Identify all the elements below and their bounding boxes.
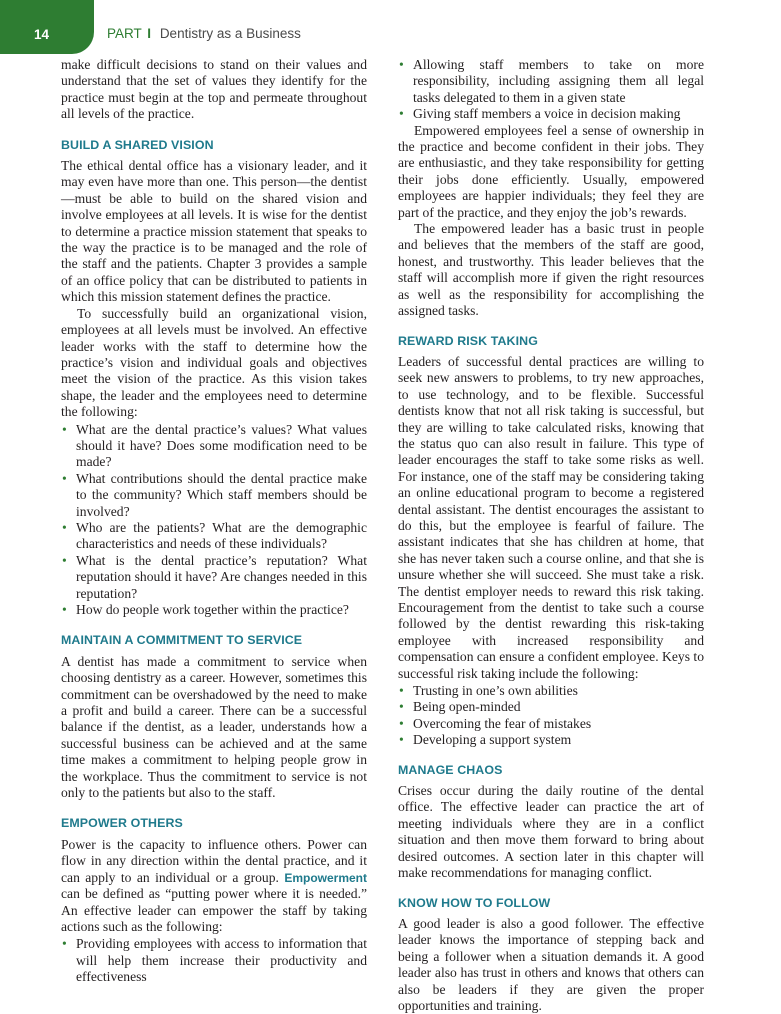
bullet-list <box>61 422 367 619</box>
list-item: • What is the dental practice’s reputation? What reputation should it have? Are changes needed in this reputation? <box>61 553 367 602</box>
paragraph <box>61 837 367 935</box>
list-item: • Providing employees with access to information that will help them increase their productivity and effectiveness <box>61 936 367 985</box>
paragraph: Crises occur during the daily routine of the dental office. The effective leader can practice the art of meeting individuals where they are in a conflict situation and then move them forward to bring about desired outcomes. A section later in this chapter will make recommendations for managing conflict. <box>398 783 704 881</box>
left-column <box>61 57 367 986</box>
page-number: 14 <box>34 27 50 42</box>
list-item: • Who are the patients? What are the demographic characteristics and needs of these individuals? <box>61 520 367 553</box>
right-column <box>398 57 704 1014</box>
list-item: • What contributions should the dental practice make to the community? Which staff members should be involved? <box>61 471 367 520</box>
paragraph: The empowered leader has a basic trust in people and believes that the members of the staff are good, honest, and trustworthy. This leader believes that the staff will accomplish more if given the right resources as well as the responsibility for accomplishing the assigned tasks. <box>398 221 704 319</box>
paragraph: A dentist has made a commitment to service when choosing dentistry as a career. However, sometimes this commitment can be overshadowed by the need to make a profit and build a career. There can be a successful balance if the dentist, as a leader, understands how a successful business can be achieved and at the same time makes a commitment to helping people grow in the workplace. Thus the commitment to service is not only to the patients but also to the staff. <box>61 653 367 801</box>
list-item: • Being open-minded <box>398 699 704 715</box>
list-item: • How do people work together within the practice? <box>61 602 367 618</box>
bullet-list <box>61 936 367 985</box>
list-item: • Giving staff members a voice in decision making <box>398 106 704 122</box>
heading-reward-risk-taking: REWARD RISK TAKING <box>398 333 538 348</box>
paragraph: Empowered employees feel a sense of ownership in the practice and become confident in their jobs. They are enthusiastic, and they take responsibility for getting their jobs done efficiently. Usually, empowered employees are happier individuals; they feel they are part of the practice, and they enjoy the job’s rewards. <box>398 122 704 220</box>
text-run: can be defined as “putting power where it is needed.” An effective leader can empower the staff by taking actions such as the following: <box>61 886 367 934</box>
bullet-list <box>398 683 704 749</box>
paragraph: Leaders of successful dental practices are willing to seek new answers to problems, to try new approaches, to use technology, and to be flexible. Successful dentists know that not all risk taking is successful, but they are willing to take calculated risks, knowing that the status quo can also result in failure. This type of leader encourages the staff to take some risks as well. For instance, one of the staff may be considering taking an online educational program to become a registered dental assistant. The dentist encourages the assistant to do this, but the employee is fearful of failure. The assistant indicates that she has children at home, that she has never taken such a course online, and that she is unsure whether she will succeed. She must take a risk. The dentist employer needs to reward this risk taking. Encouragement from the dentist to take such a course followed by the dentist rewarding this risk-taking employee with increased responsibility and compensation can ensure a confident employee. Keys to successful risk taking include the following: <box>398 353 704 681</box>
list-item: • Allowing staff members to take on more responsibility, including assigning them all legal tasks delegated to them in a given state <box>398 57 704 106</box>
heading-manage-chaos: MANAGE CHAOS <box>398 762 503 777</box>
section-title: Dentistry as a Business <box>159 26 301 41</box>
heading-know-how-to-follow: KNOW HOW TO FOLLOW <box>398 895 551 910</box>
key-term-empowerment: Empowerment <box>284 870 367 885</box>
paragraph: A good leader is also a good follower. The effective leader knows the importance of stepping back and being a follower when a situation demands it. A good leader also has trust in others and knows that others can also be leaders if they are given the proper opportunities and training. <box>398 915 704 1013</box>
page-number-tab <box>0 0 94 54</box>
list-item: • Trusting in one’s own abilities <box>398 683 704 699</box>
paragraph: To successfully build an organizational vision, employees at all levels must be involved. An effective leader works with the staff to determine how the practice’s vision and individual goals and objectives meet the vision of the practice. As this vision takes shape, the leader and the employees need to determine the following: <box>61 305 367 420</box>
text-run: Power is the capacity to influence others. Power can flow in any direction within the dental practice, and it can apply to an individual or a group. <box>61 836 367 885</box>
part-label: PART <box>107 26 142 41</box>
heading-maintain-commitment: MAINTAIN A COMMITMENT TO SERVICE <box>61 633 303 648</box>
heading-build-shared-vision: BUILD A SHARED VISION <box>61 137 214 152</box>
bullet-list <box>398 57 704 123</box>
paragraph: make difficult decisions to stand on their values and understand that the set of values they identify for the practice must begin at the top and permeate throughout all levels of the practice. <box>61 57 367 122</box>
part-numeral: I <box>147 26 152 41</box>
list-item: • What are the dental practice’s values? What values should it have? Does some modification need to be made? <box>61 422 367 471</box>
running-title <box>107 26 301 41</box>
paragraph: The ethical dental office has a visionary leader, and it may even have more than one. This person—the dentist—must be able to build on the shared vision and involve employees at all levels. It is wise for the dentist to determine a practice mission statement that speaks to the way the practice is to be managed and the role of the staff and the patients. Chapter 3 provides a sample of an office policy that can be distributed to patients in which this mission statement defines the practice. <box>61 158 367 305</box>
list-item: • Overcoming the fear of mistakes <box>398 716 704 732</box>
heading-empower-others: EMPOWER OTHERS <box>61 816 183 831</box>
running-header <box>0 0 781 54</box>
list-item: • Developing a support system <box>398 732 704 748</box>
